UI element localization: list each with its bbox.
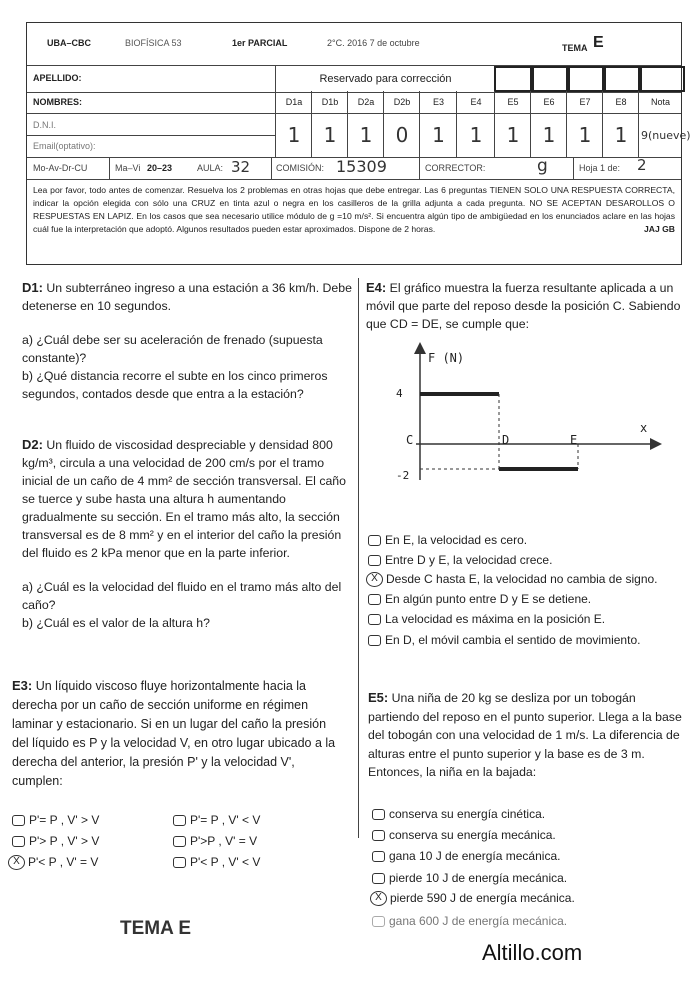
reserved-box <box>566 66 606 92</box>
comision-value: 15309 <box>336 157 387 176</box>
e5-option[interactable]: gana 600 J de energía mecánica. <box>372 914 567 928</box>
point-label-d: D <box>502 433 510 447</box>
reserved-box <box>638 66 685 92</box>
checkbox-checked[interactable]: X <box>370 891 387 906</box>
apellido-row <box>27 65 681 93</box>
e5-option-selected[interactable]: X pierde 590 J de energía mecánica. <box>370 891 575 906</box>
grid-col: E4 <box>456 91 495 113</box>
checkbox-checked[interactable]: X <box>8 855 25 870</box>
d1-text: Un subterráneo ingreso a una estación a 36 km/h. Debe detenerse en 10 segundos. <box>22 281 352 313</box>
d2-text: Un fluido de viscosidad despreciable y densidad 800 kg/m³, circula a una velocidad de 200 cm/s por el tramo inicial de un caño de 4 mm² de sección transversal. El caño se tuerce y sube hasta una altura h aumentando gradualmente su sección. En el tramo más alto, la sección transversal es de 8 mm² y en el interior del caño la presión del fluido es 2 kPa menor que en la parte inferior. <box>22 438 346 560</box>
days: Mo-Av-Dr-CU <box>33 163 88 173</box>
e3-option[interactable]: P'= P , V' > V <box>12 813 99 827</box>
reserved-box <box>530 66 570 92</box>
x-axis-label: x <box>640 421 648 435</box>
question-e3 <box>12 676 342 791</box>
instructions <box>33 184 675 236</box>
checkbox[interactable] <box>372 830 385 841</box>
e3-option-selected[interactable]: X P'< P , V' = V <box>8 855 98 870</box>
checkbox[interactable] <box>12 836 25 847</box>
nombres-label: NOMBRES: <box>33 97 82 107</box>
footer-tema: TEMA E <box>120 918 192 939</box>
grade-mark: 0 <box>383 113 420 157</box>
grade-mark: 1 <box>566 113 603 157</box>
force-chart <box>366 340 686 500</box>
d1-part-b: b) ¿Qué distancia recorre el subte en los cinco primeros segundos, contados desde que entra a la estación? <box>22 369 328 401</box>
checkbox[interactable] <box>372 809 385 820</box>
e5-option[interactable]: gana 10 J de energía mecánica. <box>372 849 560 863</box>
checkbox[interactable] <box>368 594 381 605</box>
grade-mark: 1 <box>311 113 348 157</box>
corrector-label: CORRECTOR: <box>425 163 486 173</box>
hoja-value: 2 <box>637 156 647 174</box>
e4-option-selected[interactable]: X Desde C hasta E, la velocidad no cambia de signo. <box>366 572 658 587</box>
tema-label: TEMA <box>562 43 588 53</box>
comision-label: COMISIÓN: <box>276 163 325 173</box>
grid-col: D1b <box>311 91 348 113</box>
question-d1 <box>22 279 352 403</box>
e3-label: E3: <box>12 678 33 693</box>
checkbox[interactable] <box>372 851 385 862</box>
email-label: Email(optativo): <box>33 141 96 151</box>
instructions-text: Lea por favor, todo antes de comenzar. Resuelva los 2 problemas en otras hojas que debe entregar. Las 6 preguntas TIENEN SOLO UNA RESPUESTA CORRECTA, indicar la opción elegida con sólo una CRUZ en tinta azul o negra en los casilleros de la grilla adjunta a cada pregunta. NO SE ACEPTAN DESAROLLOS O RESPUESTAS EN LAPIZ. En los casos que sea necesario utilice módulo de g =10 m/s². Si encuentra algún tipo de ambigüedad en los enunciados aclare en las hojas cuál fue la interpretación que adoptó. Algunos resultados pueden estar aproximados. Dispone de 2 horas. <box>33 185 675 234</box>
grade-mark: 1 <box>275 113 312 157</box>
grade-mark: 1 <box>456 113 495 157</box>
corrector-value: g <box>537 156 548 176</box>
grid-col: E7 <box>566 91 603 113</box>
question-e5 <box>368 689 684 782</box>
e4-label: E4: <box>366 280 387 295</box>
e4-option[interactable]: En algún punto entre D y E se detiene. <box>368 592 591 606</box>
grid-col: E8 <box>602 91 639 113</box>
checkbox[interactable] <box>173 836 186 847</box>
e3-text: Un líquido viscoso fluye horizontalmente hacia la derecha por un caño de sección uniforme en régimen laminar y estacionario. Si en un lugar del caño la presión del líquido es P y la velocidad V, en otro lugar ubicado a la derecha del anterior, la presión P' y la velocidad V', cumplen: <box>12 679 336 788</box>
nombres-row <box>27 91 681 114</box>
d1-label: D1: <box>22 280 43 295</box>
e3-option[interactable]: P'> P , V' > V <box>12 834 99 848</box>
e4-option[interactable]: En E, la velocidad es cero. <box>368 533 527 547</box>
e3-option[interactable]: P'< P , V' < V <box>173 855 260 869</box>
checkbox[interactable] <box>173 815 186 826</box>
dni-label: D.N.I. <box>33 120 57 130</box>
grid-col: D2b <box>383 91 420 113</box>
e5-option[interactable]: conserva su energía mecánica. <box>372 828 556 842</box>
aula-value: 32 <box>231 158 251 176</box>
final-grade: 9(nueve) <box>638 113 684 157</box>
e5-option[interactable]: conserva su energía cinética. <box>372 807 545 821</box>
grid-col: E3 <box>419 91 457 113</box>
checkbox[interactable] <box>372 916 385 927</box>
y-axis-label: F (N) <box>428 351 465 365</box>
grade-mark: 1 <box>347 113 384 157</box>
dni-row <box>27 113 691 158</box>
d1-part-a: a) ¿Cuál debe ser su aceleración de frenado (supuesta constante)? <box>22 333 323 365</box>
e5-text: Una niña de 20 kg se desliza por un tobogán partiendo del reposo en el punto superior. Llega a la base del tobogán con una velocidad de 1 m/s. La diferencia de alturas entre el punto superior y la base es de 3 m. Entonces, la niña en la bajada: <box>368 691 682 779</box>
grid-col: E6 <box>530 91 567 113</box>
e3-option[interactable]: P'= P , V' < V <box>173 813 260 827</box>
checkbox[interactable] <box>372 873 385 884</box>
e4-text: El gráfico muestra la fuerza resultante aplicada a un móvil que parte del reposo desde la posición C. Sabiendo que CD = DE, se cumple que: <box>366 281 681 331</box>
schedule-label: Ma–Vi <box>115 163 141 173</box>
ytick-label: 4 <box>396 387 403 400</box>
ytick-label: -2 <box>396 469 410 482</box>
point-label-c: C <box>406 433 414 447</box>
exam-header <box>26 22 691 265</box>
header-title-row <box>27 23 681 58</box>
schedule: 20–23 <box>147 163 173 173</box>
tema-value: E <box>593 34 604 51</box>
reservado-label: Reservado para corrección <box>275 66 495 92</box>
apellido-label: APELLIDO: <box>33 73 82 83</box>
e4-option[interactable]: En D, el móvil cambia el sentido de movimiento. <box>368 633 640 647</box>
d2-part-b: b) ¿Cuál es el valor de la altura h? <box>22 616 210 630</box>
exam-name: 1er PARCIAL <box>232 38 288 48</box>
d2-label: D2: <box>22 437 43 452</box>
e5-option[interactable]: pierde 10 J de energía mecánica. <box>372 871 567 885</box>
watermark: Altillo.com <box>482 940 583 965</box>
e3-option[interactable]: P'>P , V' = V <box>173 834 257 848</box>
hoja-label: Hoja 1 de: <box>579 163 621 173</box>
checkbox[interactable] <box>368 535 381 546</box>
grade-mark: 1 <box>602 113 639 157</box>
grid-col: D2a <box>347 91 384 113</box>
subject: BIOFÍSICA 53 <box>125 38 182 48</box>
institution: UBA–CBC <box>47 38 92 48</box>
e5-label: E5: <box>368 690 389 705</box>
exam-date: 2°C. 2016 7 de octubre <box>327 38 420 48</box>
point-label-e: E <box>570 433 578 447</box>
grade-mark: 1 <box>530 113 567 157</box>
grid-col: Nota <box>638 91 682 113</box>
checkbox[interactable] <box>12 815 25 826</box>
checkbox[interactable] <box>368 555 381 566</box>
checkbox-checked[interactable]: X <box>366 572 383 587</box>
reserved-box <box>494 66 534 92</box>
chart-marks <box>420 394 578 469</box>
e4-option[interactable]: La velocidad es máxima en la posición E. <box>368 612 605 626</box>
question-e4 <box>366 279 682 333</box>
grade-mark: 1 <box>494 113 531 157</box>
checkbox[interactable] <box>368 635 381 646</box>
checkbox[interactable] <box>368 614 381 625</box>
grid-col: E5 <box>494 91 531 113</box>
aula-label: AULA: <box>197 163 224 173</box>
grid-col: D1a <box>275 91 312 113</box>
e4-option[interactable]: Entre D y E, la velocidad crece. <box>368 553 552 567</box>
d2-part-a: a) ¿Cuál es la velocidad del fluido en el tramo más alto del caño? <box>22 580 342 612</box>
grade-mark: 1 <box>419 113 457 157</box>
checkbox[interactable] <box>173 857 186 868</box>
question-d2 <box>22 436 352 632</box>
column-divider <box>358 278 359 838</box>
aula-row <box>27 157 681 180</box>
reserved-box <box>602 66 642 92</box>
instructions-signature: JAJ GB <box>643 224 675 234</box>
